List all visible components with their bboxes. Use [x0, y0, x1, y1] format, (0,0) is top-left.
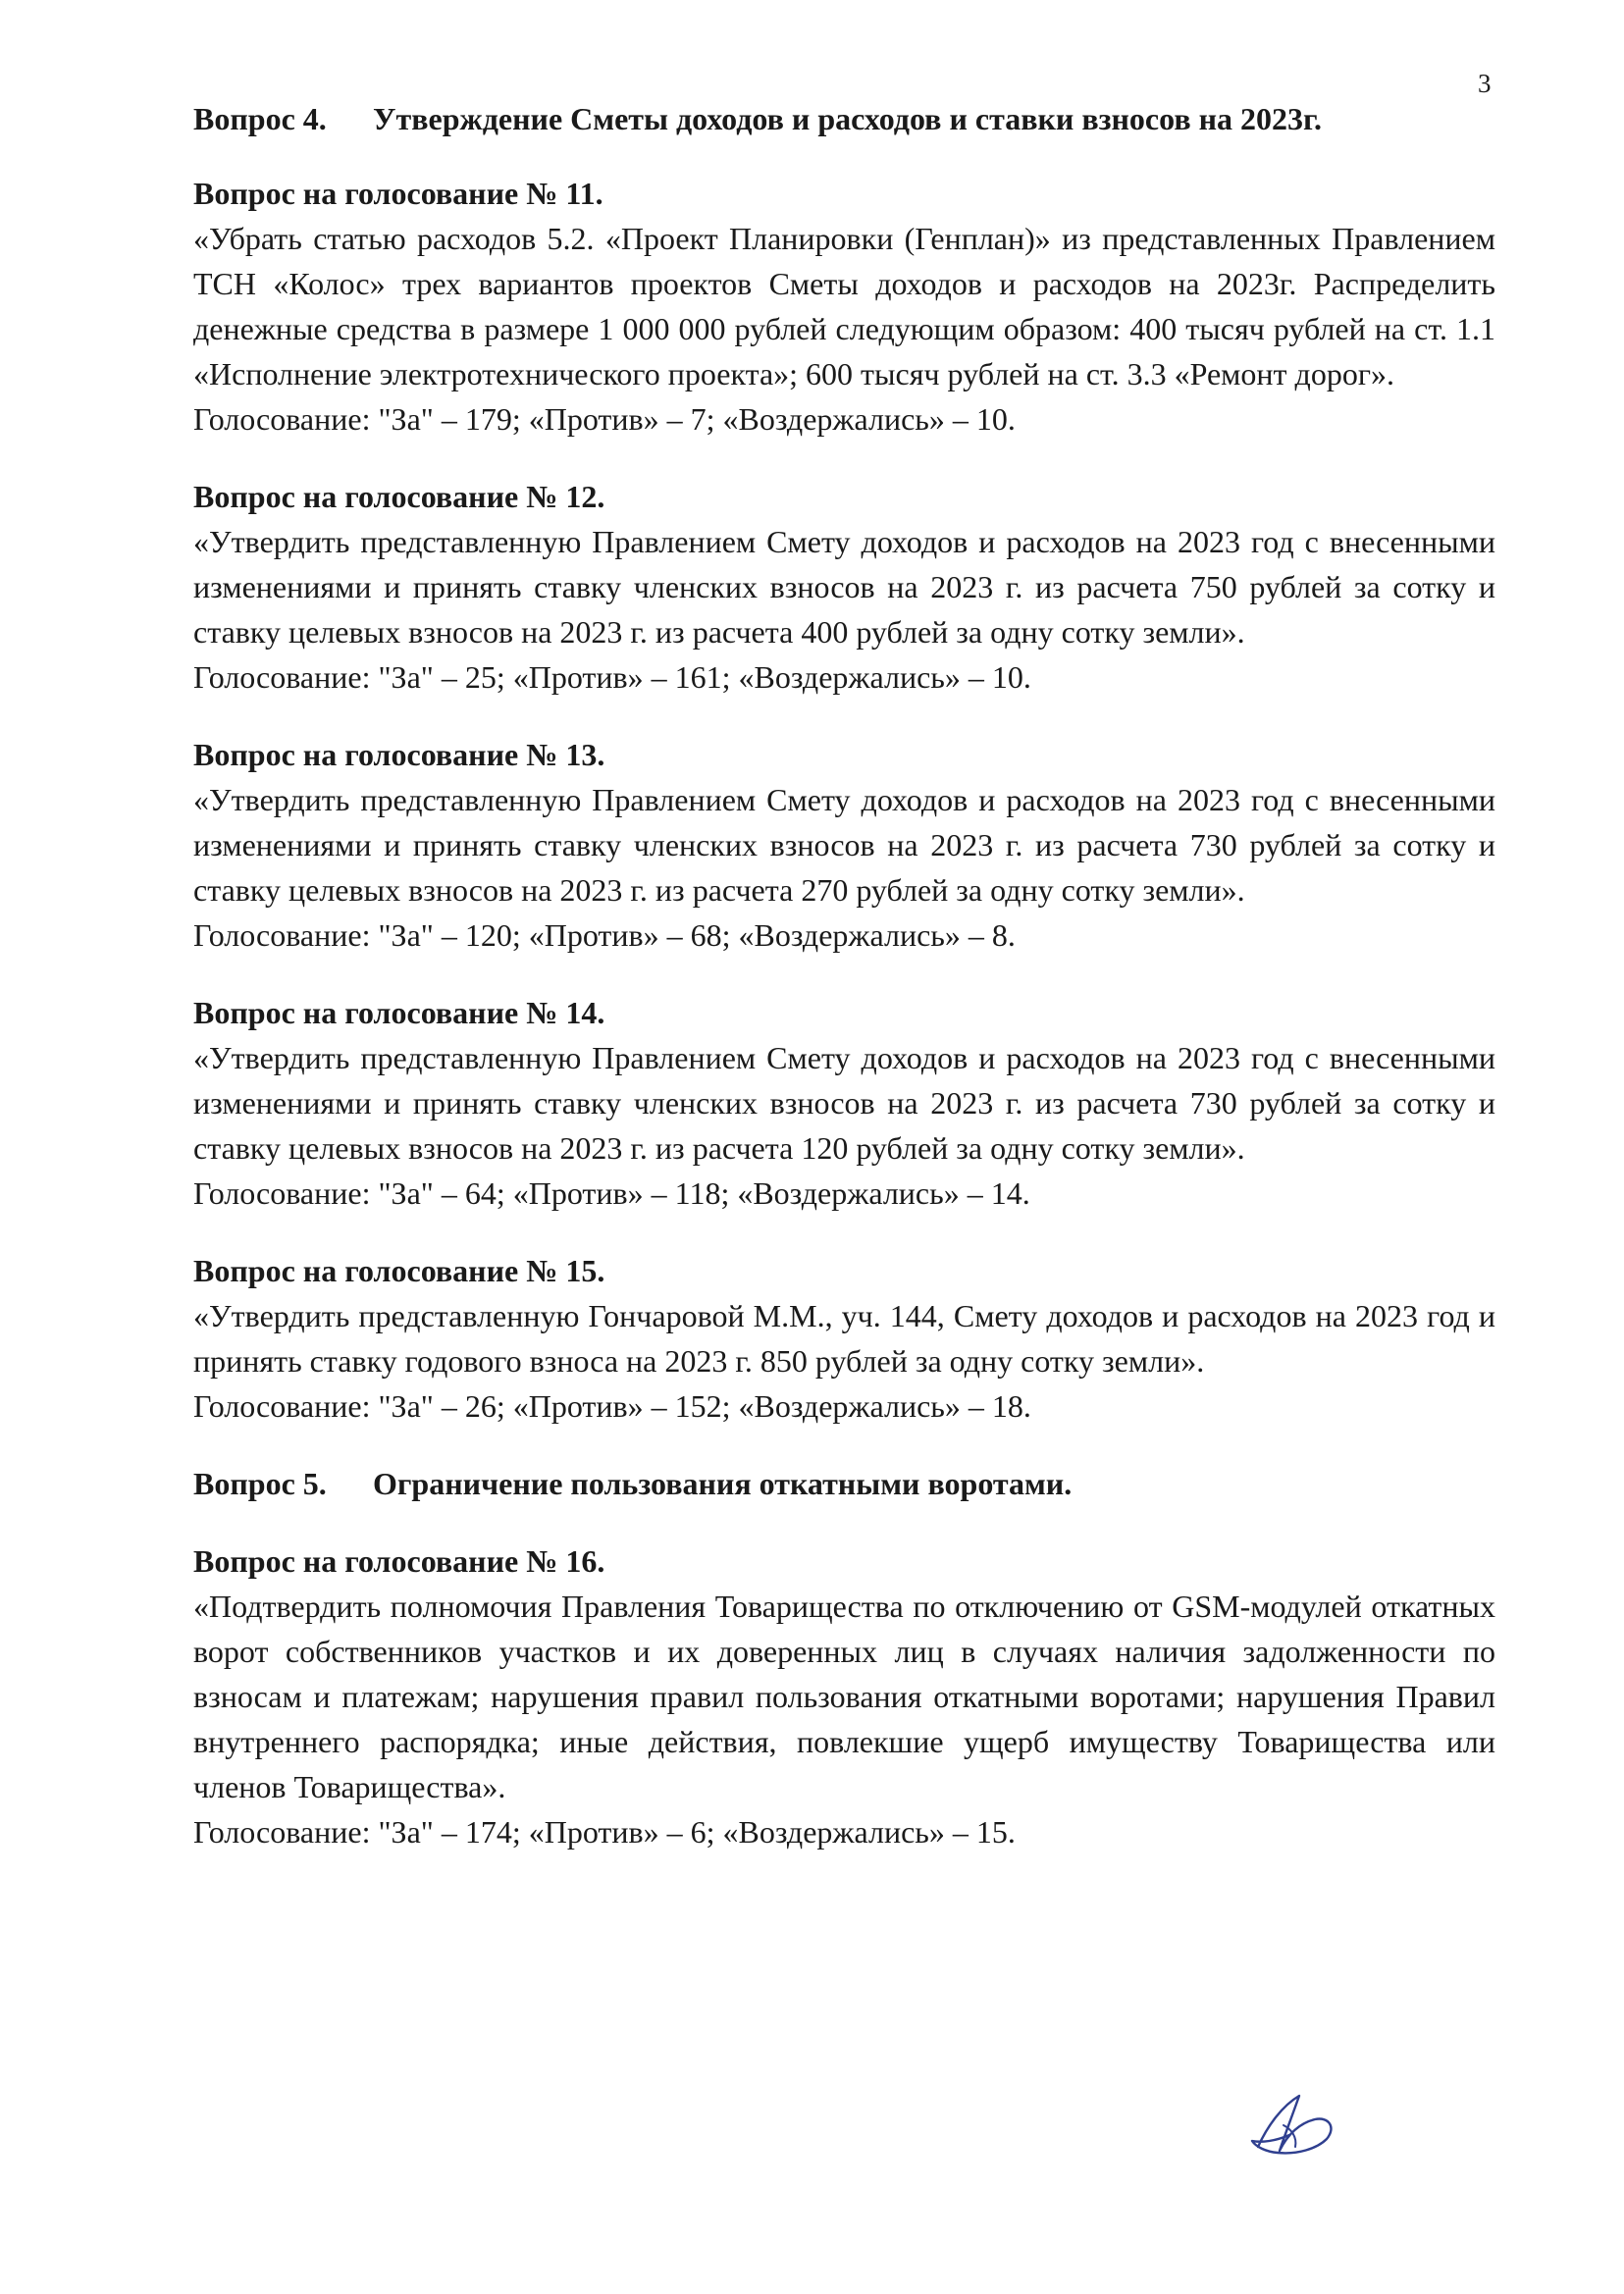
document-body — [193, 96, 1495, 1854]
vote-text: «Утвердить представленную Правлением Смету доходов и расходов на 2023 год с внесенными изменениями и принять ставку членских взносов на 2023 г. из расчета 730 рублей за сотку и ставку целевых взносов на 2023 г. из расчета 120 рублей за одну сотку земли». — [193, 1040, 1495, 1166]
vote-text: «Подтвердить полномочия Правления Товарищества по отключению от GSM-модулей откатных ворот собственников участков и их доверенных лиц в случаях наличия задолженности по взносам и платежам; нарушения правил пользования откатными воротами; нарушения Правил внутреннего распорядка; иные действия, повлекшие ущерб имуществу Товарищества или членов Товарищества». — [193, 1589, 1495, 1804]
vote-section-13 — [193, 732, 1495, 958]
vote-header: Вопрос на голосование № 12. — [193, 479, 605, 514]
vote-text: «Утвердить представленную Правлением Смету доходов и расходов на 2023 год с внесенными изменениями и принять ставку членских взносов на 2023 г. из расчета 730 рублей за сотку и ставку целевых взносов на 2023 г. из расчета 270 рублей за одну сотку земли». — [193, 782, 1495, 908]
vote-header: Вопрос на голосование № 14. — [193, 995, 605, 1030]
vote-text: «Утвердить представленную Гончаровой М.М., уч. 144, Смету доходов и расходов на 2023 год и принять ставку годового взноса на 2023 г. 850 рублей за одну сотку земли». — [193, 1298, 1495, 1379]
signature-icon — [1238, 2086, 1346, 2164]
question-5-number: Вопрос 5. — [193, 1466, 327, 1501]
vote-section-15 — [193, 1248, 1495, 1429]
vote-result: Голосование: "За" – 120; «Против» – 68; «Воздержались» – 8. — [193, 917, 1016, 953]
question-4-heading — [193, 96, 1495, 141]
vote-result: Голосование: "За" – 179; «Против» – 7; «Воздержались» – 10. — [193, 401, 1016, 437]
vote-result: Голосование: "За" – 174; «Против» – 6; «Воздержались» – 15. — [193, 1814, 1016, 1850]
vote-section-11 — [193, 171, 1495, 442]
vote-result: Голосование: "За" – 25; «Против» – 161; «Воздержались» – 10. — [193, 659, 1031, 695]
vote-text: «Утвердить представленную Правлением Смету доходов и расходов на 2023 год с внесенными изменениями и принять ставку членских взносов на 2023 г. из расчета 750 рублей за сотку и ставку целевых взносов на 2023 г. из расчета 400 рублей за одну сотку земли». — [193, 524, 1495, 650]
vote-result: Голосование: "За" – 64; «Против» – 118; «Воздержались» – 14. — [193, 1175, 1030, 1211]
vote-header: Вопрос на голосование № 13. — [193, 737, 605, 772]
vote-header: Вопрос на голосование № 16. — [193, 1543, 605, 1579]
question-4-title: Утверждение Сметы доходов и расходов и ставки взносов на 2023г. — [373, 101, 1322, 136]
page-number: 3 — [1478, 69, 1492, 98]
vote-section-16 — [193, 1538, 1495, 1854]
vote-section-12 — [193, 474, 1495, 700]
question-5-title: Ограничение пользования откатными воротами. — [373, 1466, 1073, 1501]
vote-header: Вопрос на голосование № 15. — [193, 1253, 605, 1288]
question-4-number: Вопрос 4. — [193, 101, 327, 136]
vote-section-14 — [193, 990, 1495, 1216]
question-5-heading — [193, 1461, 1495, 1506]
vote-text: «Убрать статью расходов 5.2. «Проект Планировки (Генплан)» из представленных Правлением ТСН «Колос» трех вариантов проектов Сметы доходов и расходов на 2023г. Распределить денежные средства в размере 1 000 000 рублей следующим образом: 400 тысяч рублей на ст. 1.1 «Исполнение электротехнического проекта»; 600 тысяч рублей на ст. 3.3 «Ремонт дорог». — [193, 221, 1495, 391]
vote-result: Голосование: "За" – 26; «Против» – 152; «Воздержались» – 18. — [193, 1388, 1031, 1424]
vote-header: Вопрос на голосование № 11. — [193, 176, 603, 211]
